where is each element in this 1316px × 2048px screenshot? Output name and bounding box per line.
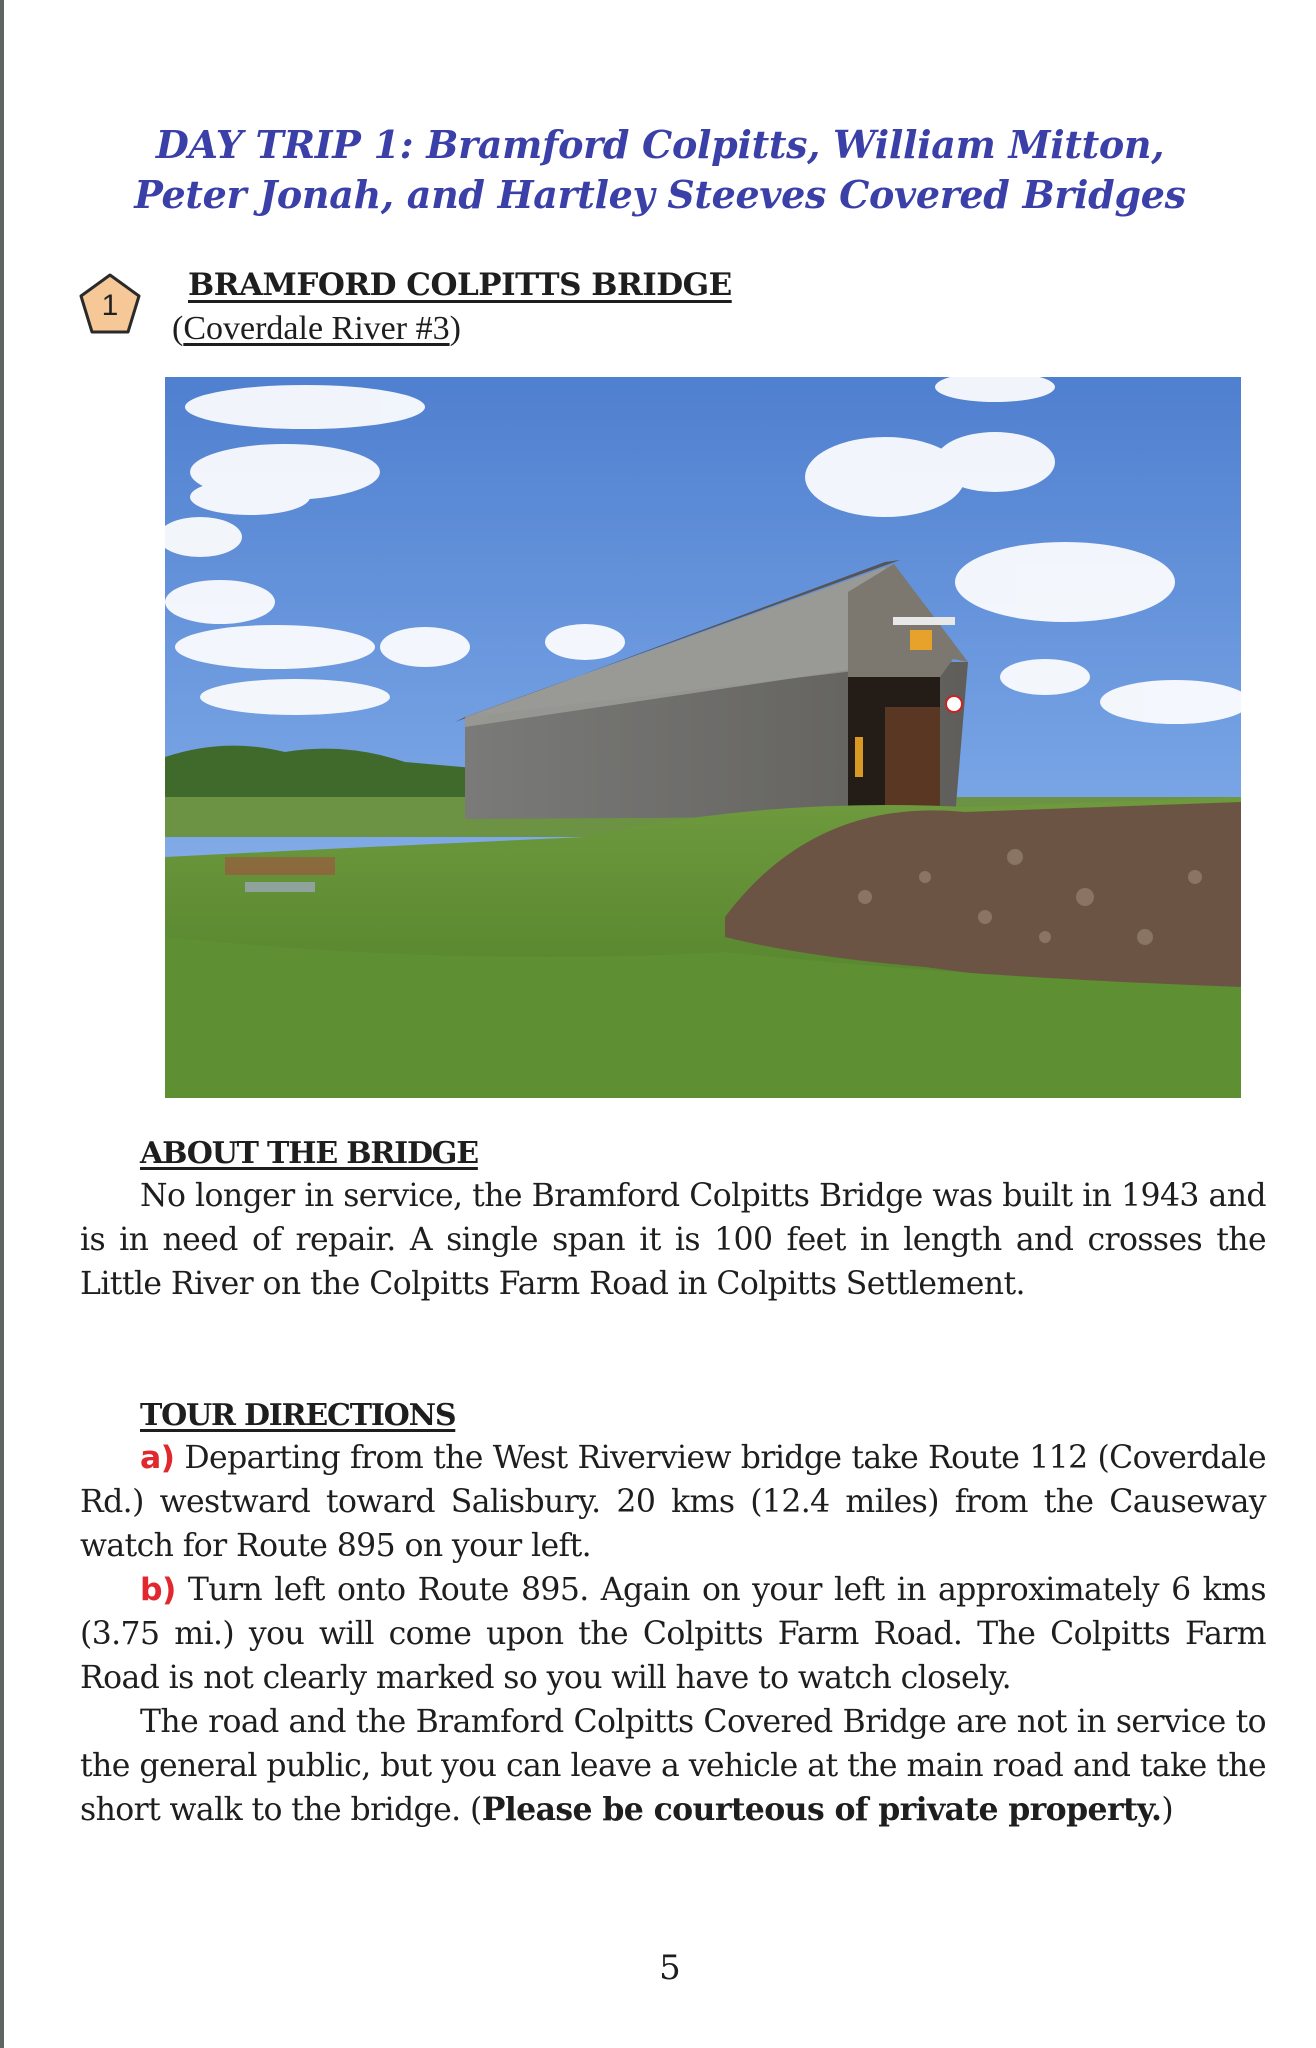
site-marker <box>77 271 143 337</box>
title-line-2: Peter Jonah, and Hartley Steeves Covered Bridges <box>134 172 1186 217</box>
tour-step-b <box>80 1568 1266 1700</box>
step-letter-a: a) <box>140 1440 175 1476</box>
page-edge <box>0 0 4 2048</box>
paren-close: ) <box>449 310 461 347</box>
step-text-b: Turn left onto Route 895. Again on your left in approximately 6 kms (3.75 mi.) you will come upon the Colpitts Farm Road. The Colpitts Farm Road is not clearly marked so you will have to watch closely. <box>80 1572 1266 1696</box>
about-paragraph: No longer in service, the Bramford Colpitts Bridge was built in 1943 and is in need of repair. A single span it is 100 feet in length and crosses the Little River on the Colpitts Farm Road in Colpitts Settlement. <box>80 1178 1266 1302</box>
bridge-subtitle-text: Coverdale River #3 <box>183 310 450 347</box>
page-title <box>100 120 1220 220</box>
page-number: 5 <box>659 1948 681 1988</box>
paren-open: ( <box>172 310 184 347</box>
title-line-1: DAY TRIP 1: Bramford Colpitts, William Mitton, <box>155 122 1165 167</box>
tour-step-a <box>80 1436 1266 1568</box>
bridge-name: BRAMFORD COLPITTS BRIDGE <box>188 267 732 303</box>
site-marker-number: 1 <box>101 289 119 322</box>
about-body <box>80 1174 1266 1306</box>
tour-note-bold: Please be courteous of private property. <box>481 1791 1162 1828</box>
bridge-subtitle <box>172 309 461 349</box>
step-letter-b: b) <box>140 1572 176 1608</box>
tour-note-end: ) <box>1161 1792 1174 1828</box>
step-text-a: Departing from the West Riverview bridge take Route 112 (Coverdale Rd.) westward toward Salisbury. 20 kms (12.4 miles) from the Causeway watch for Route 895 on your left. <box>80 1440 1266 1564</box>
bridge-photo <box>165 377 1241 1098</box>
covered-bridge-photo <box>165 377 1241 1098</box>
tour-note-text: The road and the Bramford Colpitts Covered Bridge are not in service to the general public, but you can leave a vehicle at the main road and take the short walk to the bridge. ( <box>80 1704 1266 1828</box>
tour-note <box>80 1700 1266 1832</box>
tour-directions-body <box>80 1436 1266 1832</box>
tour-directions-heading: TOUR DIRECTIONS <box>140 1398 456 1433</box>
about-heading: ABOUT THE BRIDGE <box>140 1136 478 1171</box>
